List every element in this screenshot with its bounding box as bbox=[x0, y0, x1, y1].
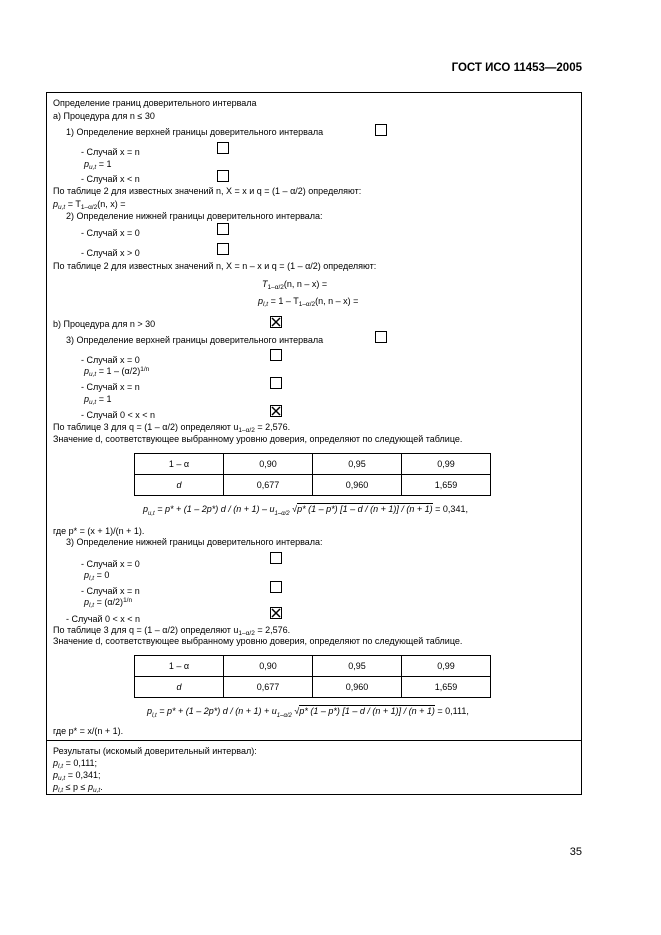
result-interval: $p_{l,t} \le p \le p_{u,t}$. bbox=[53, 782, 103, 794]
procedure-a-label: а) Процедура для n ≤ 30 bbox=[53, 111, 155, 121]
b3-label: 3) Определение верхней границы доверительного интервала bbox=[66, 335, 324, 345]
table-row bbox=[135, 656, 491, 677]
b4-d-note: Значение d, соответствующее выбранному уровню доверия, определяют по следующей таблице. bbox=[53, 636, 463, 646]
b4-case3-label: - Случай 0 < x < n bbox=[66, 614, 140, 624]
a2-p-value: $p_{l,t} = 1 - T_{1-\alpha/2}(n$, n – x) = bbox=[258, 296, 359, 308]
table-cell: 0,960 bbox=[313, 475, 402, 496]
a2-label: 2) Определение нижней границы доверительного интервала: bbox=[66, 211, 323, 221]
b3-case3-label: - Случай 0 < x < n bbox=[81, 410, 155, 420]
table-row bbox=[135, 454, 491, 475]
a1-label: 1) Определение верхней границы доверительного интервала bbox=[66, 127, 324, 137]
table-header-cell: 1 – α bbox=[135, 454, 224, 475]
check-x-icon bbox=[271, 406, 281, 416]
table-cell: 0,677 bbox=[224, 475, 313, 496]
page-header: ГОСТ ИСО 11453—2005 bbox=[451, 62, 582, 74]
b3-case3-checkbox[interactable] bbox=[270, 405, 282, 417]
b3-case1-label: - Случай x = 0 bbox=[81, 355, 140, 365]
procedure-b-checkbox[interactable] bbox=[270, 316, 282, 328]
a1-case2-label: - Случай x < n bbox=[81, 174, 140, 184]
upper-bound-formula: $p_{u,t} = p* + (1 - 2p*)$ $d / (n + 1) - u_{1-\alpha/2}$ √p* (1 – p*) [1 – d / (n + 1)] / (n + 1) = 0,341, bbox=[143, 504, 468, 517]
check-x-icon bbox=[271, 317, 281, 327]
b4-case2-value: $p_{l,t} = (\alpha/2)^{1/n}$ bbox=[84, 597, 133, 609]
content-frame bbox=[46, 92, 582, 795]
b4-label: 3) Определение нижней границы доверительного интервала: bbox=[66, 537, 323, 547]
table-cell: 0,99 bbox=[402, 454, 491, 475]
a2-table-note: По таблице 2 для известных значений n, X = n – x и q = (1 – α/2) определяют: bbox=[53, 261, 377, 271]
table-cell: 0,95 bbox=[313, 656, 402, 677]
a2-case2-checkbox[interactable] bbox=[217, 243, 229, 255]
table-header-cell: d bbox=[135, 475, 224, 496]
a2-case1-checkbox[interactable] bbox=[217, 223, 229, 235]
b4-case2-checkbox[interactable] bbox=[270, 581, 282, 593]
b4-case2-label: - Случай x = n bbox=[81, 586, 140, 596]
a1-upper-checkbox[interactable] bbox=[375, 124, 387, 136]
b3-table-note: По таблице 3 для q = (1 – α/2) определяют $u_{1-\alpha/2} = 2,576$. bbox=[53, 422, 291, 434]
table-cell: 0,99 bbox=[402, 656, 491, 677]
a1-case1-label: - Случай x = n bbox=[81, 147, 140, 157]
section-title: Определение границ доверительного интервала bbox=[53, 98, 257, 108]
result-pu: $p_{u,t} = 0,341$; bbox=[53, 770, 101, 782]
b4-case3-checkbox[interactable] bbox=[270, 607, 282, 619]
table-cell: 0,90 bbox=[224, 656, 313, 677]
b3-upper-checkbox[interactable] bbox=[375, 331, 387, 343]
b4-case1-label: - Случай x = 0 bbox=[81, 559, 140, 569]
lower-bound-formula: $p_{l,t} = p* + (1 - 2p*)$ $d / (n + 1) + u_{1-\alpha/2}$ √p* (1 – p*) [1 – d / (n + 1)] / (n + 1) = 0,111, bbox=[147, 706, 469, 719]
a1-table-note: По таблице 2 для известных значений n, X = x и q = (1 – α/2) определяют: bbox=[53, 186, 362, 196]
a1-case2-checkbox[interactable] bbox=[217, 170, 229, 182]
b4-table-note: По таблице 3 для q = (1 – α/2) определяют $u_{1-\alpha/2} = 2,576$. bbox=[53, 625, 291, 637]
check-x-icon bbox=[271, 608, 281, 618]
result-pl: $p_{l,t} = 0,111$; bbox=[53, 758, 98, 770]
d-table-lower bbox=[134, 655, 491, 698]
b4-where-note: где p* = x/(n + 1). bbox=[53, 726, 124, 736]
table-cell: 0,960 bbox=[313, 677, 402, 698]
table-cell: 1,659 bbox=[402, 677, 491, 698]
a2-t-value: $T_{1-\alpha/2}(n$, n – x) = bbox=[262, 279, 328, 291]
page-number: 35 bbox=[569, 846, 582, 858]
procedure-b-label: b) Процедура для n > 30 bbox=[53, 319, 156, 329]
a1-result: $p_{u,t} = T_{1-\alpha/2}(n$, x) = bbox=[53, 199, 126, 211]
table-cell: 1,659 bbox=[402, 475, 491, 496]
table-cell: 0,677 bbox=[224, 677, 313, 698]
b4-case1-checkbox[interactable] bbox=[270, 552, 282, 564]
b3-case2-value: $p_{u,t} = 1$ bbox=[84, 394, 112, 406]
b3-case1-value: $p_{u,t} = 1 - (\alpha/2)^{1/n}$ bbox=[84, 366, 150, 378]
a2-case1-label: - Случай x = 0 bbox=[81, 228, 140, 238]
table-cell: 0,90 bbox=[224, 454, 313, 475]
b3-case2-checkbox[interactable] bbox=[270, 377, 282, 389]
b3-where-note: где p* = (x + 1)/(n + 1). bbox=[53, 526, 145, 536]
results-divider bbox=[47, 740, 581, 741]
table-cell: 0,95 bbox=[313, 454, 402, 475]
table-header-cell: d bbox=[135, 677, 224, 698]
b3-case1-checkbox[interactable] bbox=[270, 349, 282, 361]
d-table-upper bbox=[134, 453, 491, 496]
table-header-cell: 1 – α bbox=[135, 656, 224, 677]
a2-case2-label: - Случай x > 0 bbox=[81, 248, 140, 258]
results-title: Результаты (искомый доверительный интервал): bbox=[53, 746, 257, 756]
table-row bbox=[135, 677, 491, 698]
b4-case1-value: $p_{l,t} = 0$ bbox=[84, 570, 110, 582]
b3-d-note: Значение d, соответствующее выбранному уровню доверия, определяют по следующей таблице. bbox=[53, 434, 463, 444]
a1-case1-value: $p_{u,t} = 1$ bbox=[84, 159, 112, 171]
b3-case2-label: - Случай x = n bbox=[81, 382, 140, 392]
table-row bbox=[135, 475, 491, 496]
a1-case1-checkbox[interactable] bbox=[217, 142, 229, 154]
